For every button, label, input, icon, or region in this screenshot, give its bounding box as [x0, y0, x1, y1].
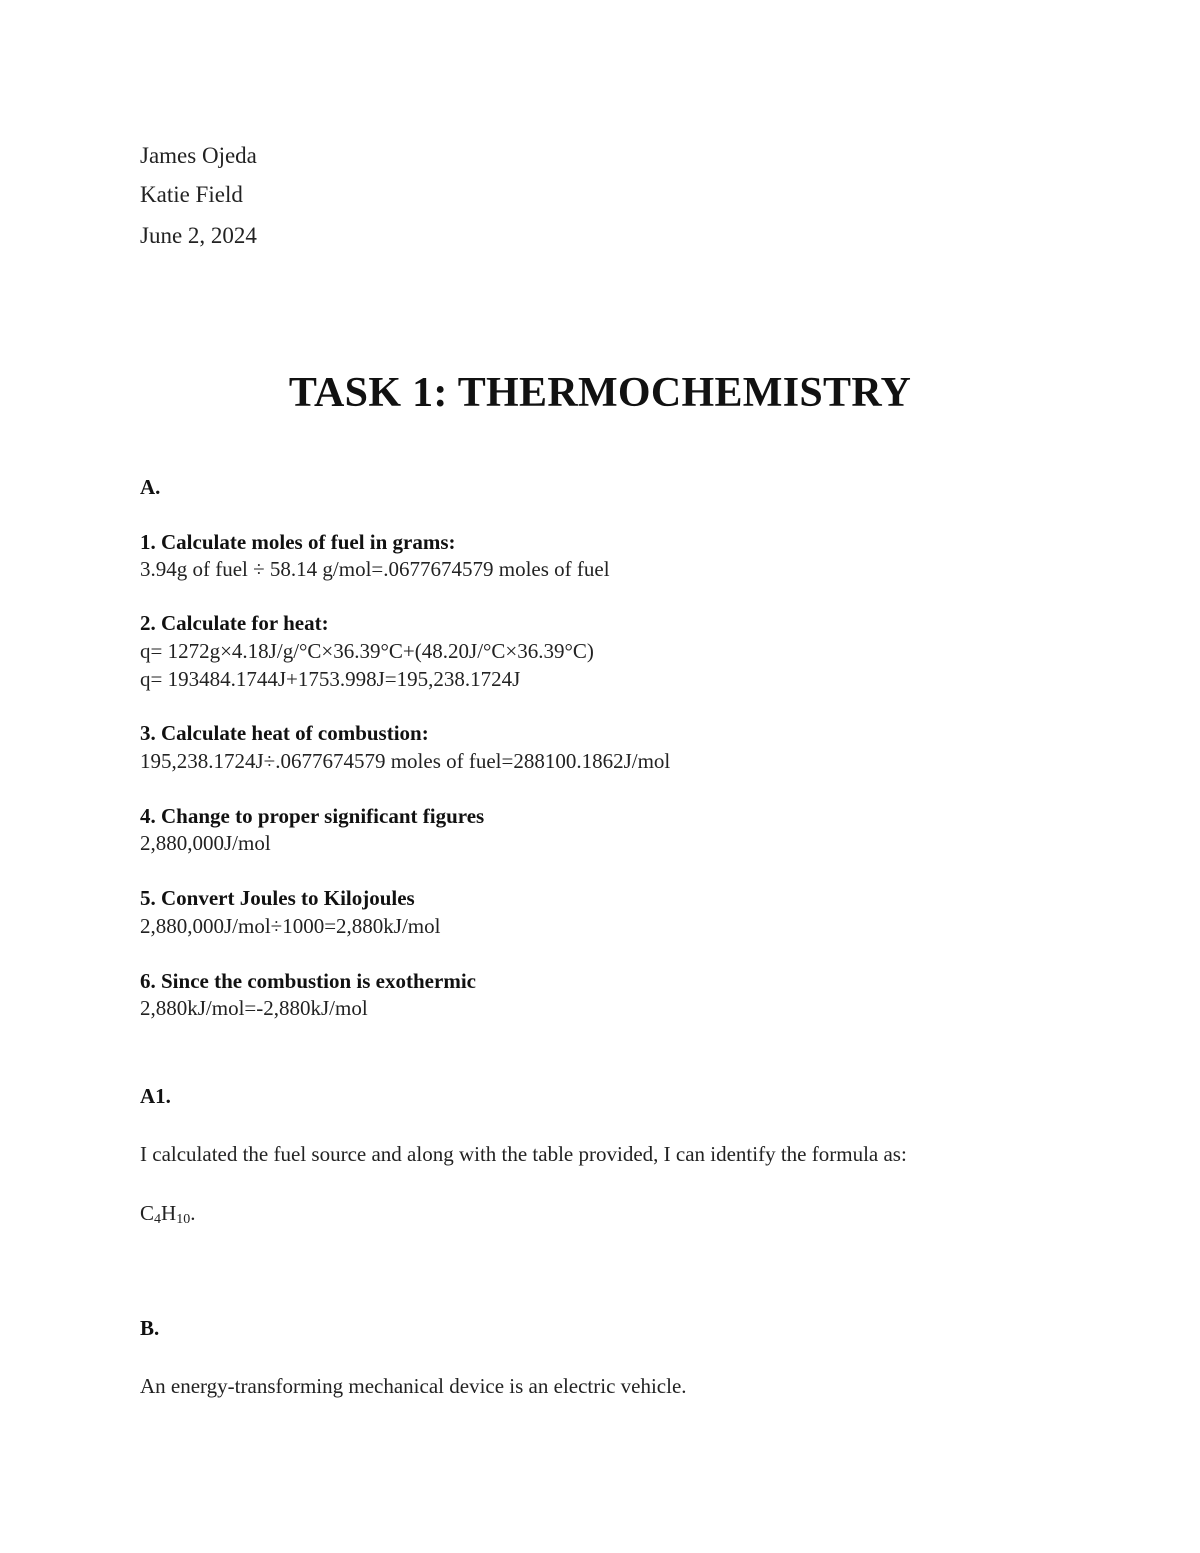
section-a1-text: I calculated the fuel source and along with the table provided, I can identify the formula as: — [140, 1142, 907, 1166]
formula-period: . — [190, 1201, 196, 1225]
section-b-label: B. — [140, 1316, 160, 1340]
step-3-line-1: 195,238.1724J÷.0677674579 moles of fuel=288100.1862J/mol — [140, 749, 671, 773]
formula-carbon: C — [140, 1201, 155, 1225]
formula-hydrogen: H — [161, 1201, 177, 1225]
step-3-heading: 3. Calculate heat of combustion: — [140, 721, 429, 745]
step-2-line-2: q= 193484.1744J+1753.998J=195,238.1724J — [140, 667, 521, 691]
step-1-line-1: 3.94g of fuel ÷ 58.14 g/mol=.0677674579 moles of fuel — [140, 557, 610, 581]
section-b-text: An energy-transforming mechanical device is an electric vehicle. — [140, 1374, 687, 1398]
step-2-line-1: q= 1272g×4.18J/g/°C×36.39°C+(48.20J/°C×36.39°C) — [140, 639, 594, 663]
step-4-heading: 4. Change to proper significant figures — [140, 804, 485, 828]
student-name: James Ojeda — [140, 143, 257, 168]
section-a-label: A. — [140, 475, 161, 499]
formula-carbon-count: 4 — [154, 1212, 162, 1227]
step-6-heading: 6. Since the combustion is exothermic — [140, 969, 476, 993]
instructor-name: Katie Field — [140, 182, 243, 207]
document-date: June 2, 2024 — [140, 223, 257, 248]
step-6-line-1: 2,880kJ/mol=-2,880kJ/mol — [140, 996, 368, 1020]
step-2-heading: 2. Calculate for heat: — [140, 611, 329, 635]
section-a1-label: A1. — [140, 1084, 171, 1108]
step-5-heading: 5. Convert Joules to Kilojoules — [140, 886, 415, 910]
step-1-heading: 1. Calculate moles of fuel in grams: — [140, 530, 456, 554]
chemical-formula — [140, 1200, 195, 1226]
page-title: TASK 1: THERMOCHEMISTRY — [288, 370, 912, 416]
step-4-line-1: 2,880,000J/mol — [140, 831, 271, 855]
step-5-line-1: 2,880,000J/mol÷1000=2,880kJ/mol — [140, 914, 441, 938]
formula-hydrogen-count: 10 — [176, 1212, 191, 1227]
